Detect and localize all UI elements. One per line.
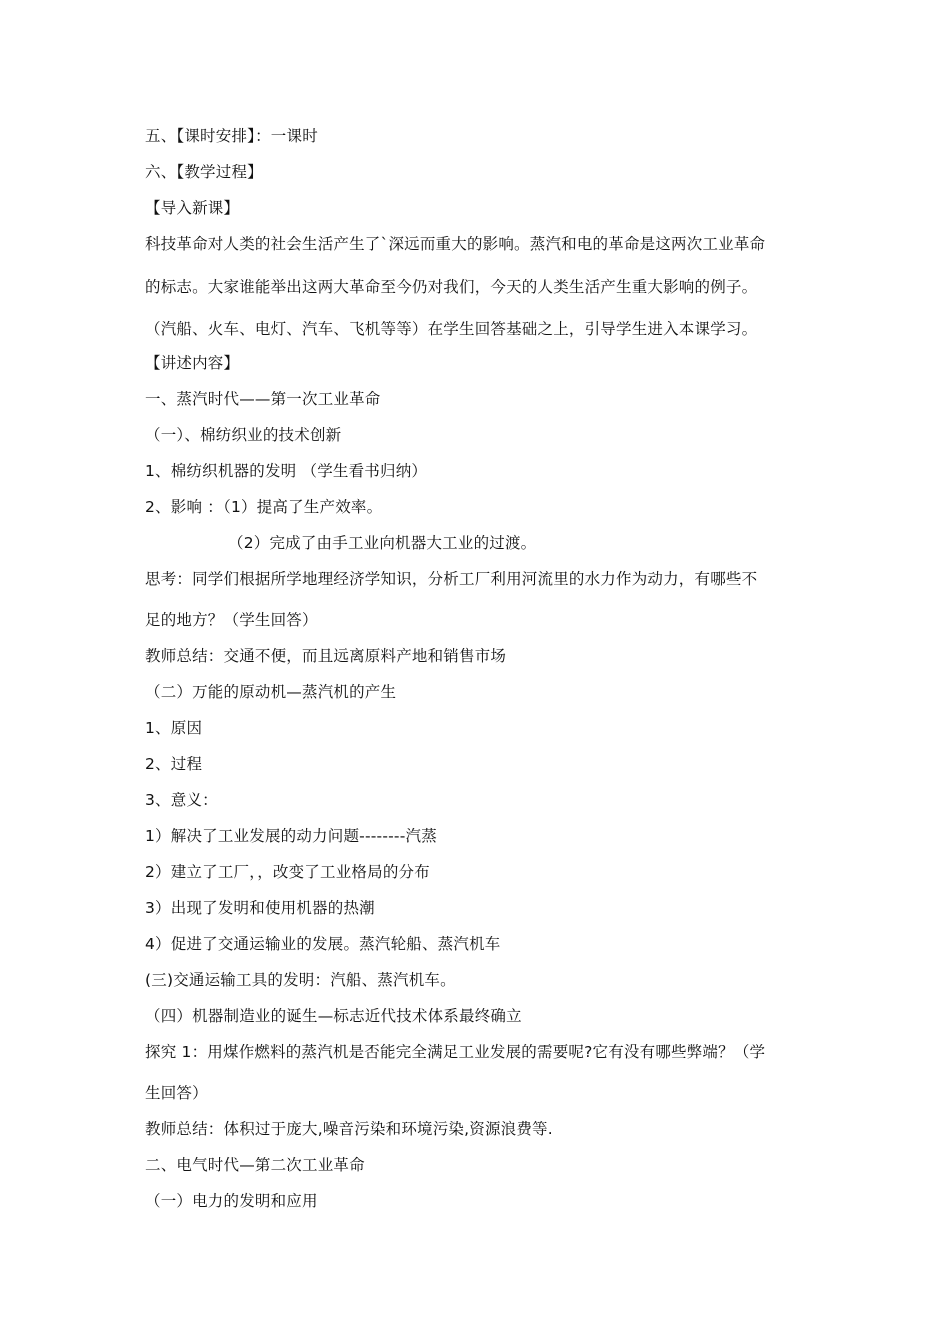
- paragraph-line: 探究 1：用煤作燃料的蒸汽机是否能完全满足工业发展的需要呢?它有没有哪些弊端？（学: [145, 1043, 766, 1061]
- list-item: 3）出现了发明和使用机器的热潮: [145, 899, 375, 917]
- subheading-cotton: （一）、棉纺织业的技术创新: [145, 426, 342, 444]
- paragraph-line: 足的地方？（学生回答）: [145, 611, 318, 629]
- paragraph-line: 的标志。大家谁能举出这两大革命至今仍对我们，今天的人类生活产生重大影响的例子。: [145, 278, 758, 296]
- heading-lecture-content: 【讲述内容】: [145, 354, 240, 372]
- teacher-summary: 教师总结：交通不便，而且远离原料产地和销售市场: [145, 647, 507, 665]
- list-item: 2、影响 ：（1）提高了生产效率。: [145, 498, 383, 516]
- list-item: 1）解决了工业发展的动力问题--------汽蒸: [145, 827, 437, 845]
- teacher-summary: 教师总结：体积过于庞大,噪音污染和环境污染,资源浪费等.: [145, 1120, 553, 1138]
- heading-electric-age: 二、电气时代—第二次工业革命: [145, 1156, 365, 1174]
- list-item: 2）建立了工厂，，改变了工业格局的分布: [145, 863, 430, 881]
- paragraph-line: 科技革命对人类的社会生活产生了`深远而重大的影响。蒸汽和电的革命是这两次工业革命: [145, 235, 766, 253]
- list-item: 2、过程: [145, 755, 203, 773]
- list-item: 3、意义：: [145, 791, 218, 809]
- list-item: 1、原因: [145, 719, 203, 737]
- subheading-steam-engine: （二）万能的原动机—蒸汽机的产生: [145, 683, 397, 701]
- section-teaching-process: 六、【教学过程】: [145, 163, 263, 181]
- heading-introduction: 【导入新课】: [145, 199, 240, 217]
- list-item: （2）完成了由手工业向机器大工业的过渡。: [228, 534, 537, 552]
- heading-steam-age: 一、蒸汽时代——第一次工业革命: [145, 390, 381, 408]
- paragraph-line: （汽船、火车、电灯、汽车、飞机等等）在学生回答基础之上，引导学生进入本课学习。: [145, 320, 758, 338]
- list-item: 1、棉纺织机器的发明 （学生看书归纳）: [145, 462, 428, 480]
- subheading-machinery: （四）机器制造业的诞生—标志近代技术体系最终确立: [145, 1007, 522, 1025]
- paragraph-line: 思考：同学们根据所学地理经济学知识，分析工厂利用河流里的水力作为动力，有哪些不: [145, 570, 758, 588]
- list-item: 4）促进了交通运输业的发展。蒸汽轮船、蒸汽机车: [145, 935, 501, 953]
- section-schedule: 五、【课时安排】：一课时: [145, 127, 318, 145]
- subheading-transport: (三)交通运输工具的发明：汽船、蒸汽机车。: [145, 971, 456, 989]
- subheading-electricity: （一）电力的发明和应用: [145, 1192, 318, 1210]
- paragraph-line: 生回答）: [145, 1084, 208, 1102]
